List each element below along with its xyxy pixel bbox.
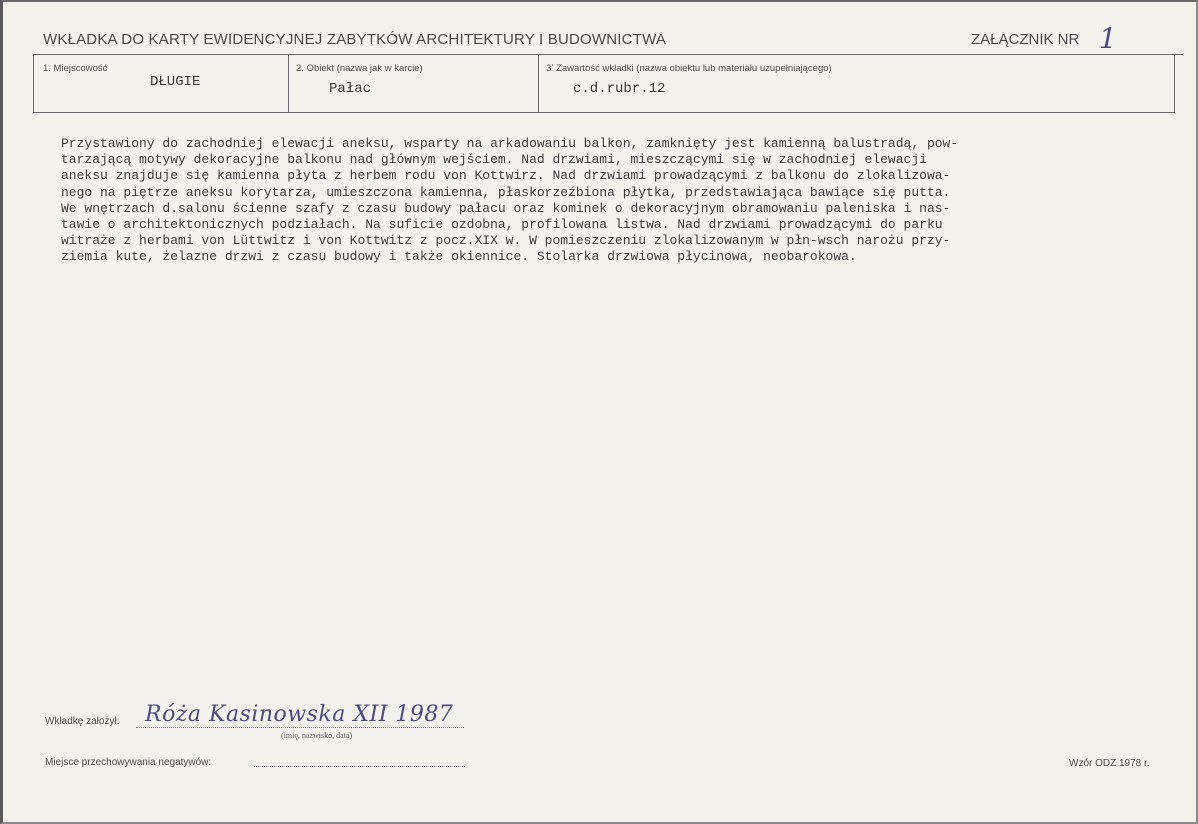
description-line: nego na piętrze aneksu korytarza, umieszczona kamienna, płaskorzeźbiona płytka, przedstawiająca bawiące się putta. xyxy=(61,184,951,200)
locality-value: DŁUGIE xyxy=(150,74,201,90)
description-line: witraże z herbami von Lüttwitz i von Kottwitz z pocz.XIX w. W pomieszczeniu zlokalizowanym w płn-wsch narożu przy- xyxy=(61,233,951,249)
contents-label: 3ʼ Zawartość wkładki (nazwa obiektu lub materiału uzupełniającego) xyxy=(546,63,832,74)
prepared-by-label: Wkładkę założył: xyxy=(45,716,120,727)
description-line: Przystawiony do zachodniej elewacji aneksu, wsparty na arkadowaniu balkon, zamknięty jest kamienną balustradą, pow- xyxy=(61,136,959,151)
description-line: ziemia kute, żelazne drzwi z czasu budowy i także okiennice. Stolarka drzwiowa płycinowa, neobarokowa. xyxy=(61,249,857,265)
description-line: tawie o architektonicznych podziałach. Na suficie ozdobna, profilowana listwa. Nad drzwiami prowadzącymi do parku xyxy=(61,217,943,233)
description-line: aneksu znajduje się kamienna płyta z herbem rodu von Kottwirz. Nad drzwiami prowadzącymi z balkonu do zlokalizowa- xyxy=(61,168,951,184)
field-divider-2 xyxy=(538,55,539,113)
field-divider-1 xyxy=(288,55,289,113)
card-title: WKŁADKA DO KARTY EWIDENCYJNEJ ZABYTKÓW ARCHITEKTURY I BUDOWNICTWA xyxy=(43,31,667,48)
field-divider-left xyxy=(33,55,34,113)
prepared-by-signature: Róża Kasinowska XII 1987 xyxy=(145,702,454,727)
form-edition: Wzór ODZ 1978 r. xyxy=(1069,758,1150,769)
negatives-line xyxy=(254,766,465,767)
object-value: Pałac xyxy=(329,81,372,97)
annex-label: ZAŁĄCZNIK NR xyxy=(971,31,1080,48)
prepared-by-line xyxy=(136,727,464,728)
locality-label: 1. Miejscowość xyxy=(43,63,108,74)
negatives-label: Miejsce przechowywania negatywów: xyxy=(45,757,212,768)
prepared-by-hint: (imię, nazwisko, data) xyxy=(281,731,353,740)
description-line: tarzającą motywy dekoracyjne balkonu nad głównym wejściem. Nad drzwiami, mieszczącymi się w zachodniej elewacji xyxy=(61,152,927,168)
annex-number: 1 xyxy=(1099,22,1117,55)
contents-value: c.d.rubr.12 xyxy=(573,81,666,97)
description-text xyxy=(61,136,1193,266)
description-line: We wnętrzach d.salonu ścienne szafy z czasu budowy pałacu oraz kominek o dekoracyjnym obramowaniu paleniska i nas- xyxy=(61,200,951,216)
object-label: 2. Obiekt (nazwa jak w karcie) xyxy=(296,63,423,74)
